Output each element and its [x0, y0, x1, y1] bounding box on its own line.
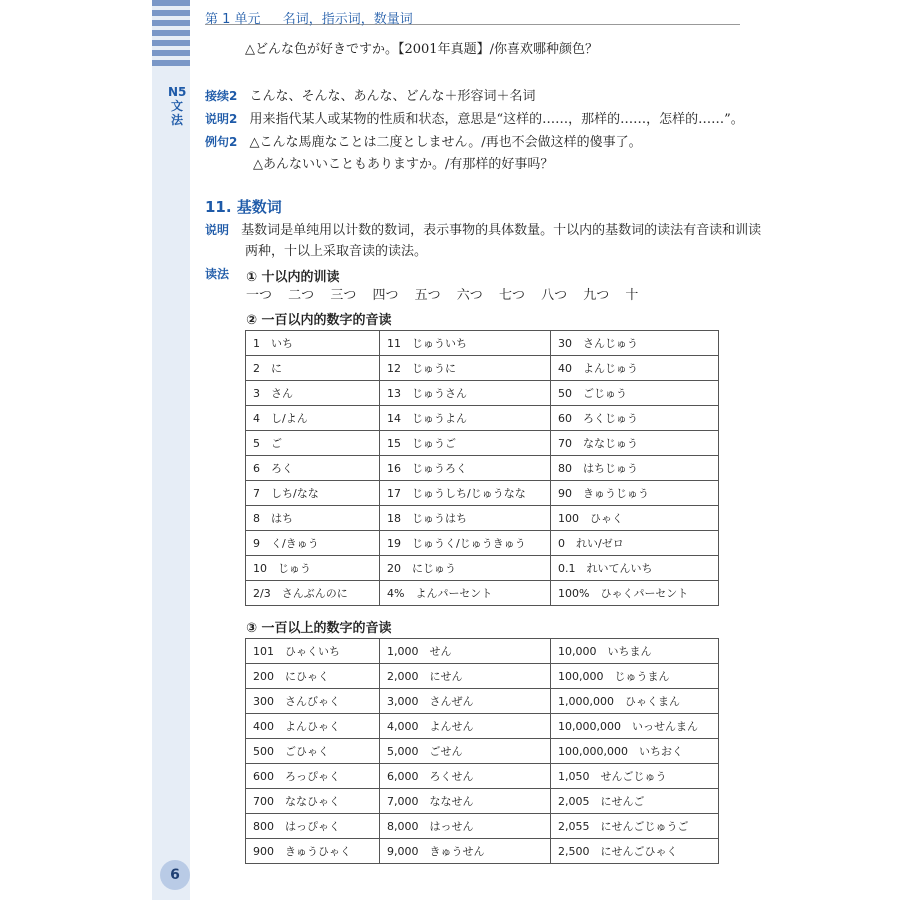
- table-cell: 1,050 せんごじゅう: [551, 764, 719, 789]
- table-cell: 11 じゅういち: [380, 331, 551, 356]
- table-cell: 400 よんひゃく: [246, 714, 380, 739]
- table-cell: 2,005 にせんご: [551, 789, 719, 814]
- table-cell: 8,000 はっせん: [380, 814, 551, 839]
- table-row: [246, 664, 719, 689]
- table-cell: 200 にひゃく: [246, 664, 380, 689]
- table-cell: 7 しち/なな: [246, 481, 380, 506]
- kun-item: 四つ: [372, 288, 399, 303]
- sub-title-under-100: ② 一百以内的数字的音读: [246, 313, 392, 328]
- table-cell: 16 じゅうろく: [380, 456, 551, 481]
- table-cell: 10 じゅう: [246, 556, 380, 581]
- table-cell: 700 ななひゃく: [246, 789, 380, 814]
- table-row: [246, 506, 719, 531]
- table-cell: 90 きゅうじゅう: [551, 481, 719, 506]
- kun-item: 三つ: [330, 288, 357, 303]
- kun-item: 八つ: [541, 288, 568, 303]
- kun-item: 六つ: [456, 288, 483, 303]
- table-row: [246, 381, 719, 406]
- section-explain-line1: [205, 222, 761, 239]
- table-cell: 40 よんじゅう: [551, 356, 719, 381]
- sub-title-over-100: ③ 一百以上的数字的音读: [246, 621, 392, 636]
- section-explain-tag: 说明: [205, 223, 230, 237]
- table-row: [246, 356, 719, 381]
- table-cell: 1,000 せん: [380, 639, 551, 664]
- table-row: [246, 839, 719, 864]
- table-cell: 3,000 さんぜん: [380, 689, 551, 714]
- table-cell: 7,000 ななせん: [380, 789, 551, 814]
- table-over-100: [245, 638, 719, 864]
- table-row: [246, 431, 719, 456]
- table-cell: 10,000 いちまん: [551, 639, 719, 664]
- table-cell: 100,000 じゅうまん: [551, 664, 719, 689]
- table-cell: 1,000,000 ひゃくまん: [551, 689, 719, 714]
- example2-line2: △あんないいこともありますか。/有那样的好事吗？: [253, 157, 554, 172]
- page-number: 6: [160, 860, 190, 890]
- table-cell: 500 ごひゃく: [246, 739, 380, 764]
- table-cell: 60 ろくじゅう: [551, 406, 719, 431]
- explain2-tag: 说明2: [205, 112, 238, 126]
- table-cell: 19 じゅうく/じゅうきゅう: [380, 531, 551, 556]
- kun-item: 五つ: [414, 288, 441, 303]
- table-cell: 4,000 よんせん: [380, 714, 551, 739]
- example2-tag: 例句2: [205, 135, 238, 149]
- section-title: 11. 基数词: [205, 198, 282, 216]
- table-cell: 101 ひゃくいち: [246, 639, 380, 664]
- example2-line1: [205, 134, 642, 151]
- decorative-stripes: [152, 0, 190, 70]
- table-cell: 0.1 れいてんいち: [551, 556, 719, 581]
- kun-item: 十: [625, 288, 639, 303]
- table-cell: 5,000 ごせん: [380, 739, 551, 764]
- table-cell: 2,500 にせんごひゃく: [551, 839, 719, 864]
- table-cell: 70 ななじゅう: [551, 431, 719, 456]
- table-row: [246, 789, 719, 814]
- kun-item: 一つ: [246, 288, 273, 303]
- table-cell: 900 きゅうひゃく: [246, 839, 380, 864]
- table-cell: 10,000,000 いっせんまん: [551, 714, 719, 739]
- sub-title-kun: ① 十以内的训读: [246, 270, 340, 285]
- connect2-text: こんな、そんな、あんな、どんな＋形容词＋名词: [249, 89, 536, 104]
- table-row: [246, 531, 719, 556]
- table-row: [246, 331, 719, 356]
- table-cell: 50 ごじゅう: [551, 381, 719, 406]
- table-row: [246, 481, 719, 506]
- table-cell: 2,055 にせんごじゅうご: [551, 814, 719, 839]
- header-title: 名词，指示词，数量词: [282, 12, 413, 27]
- table-cell: 30 さんじゅう: [551, 331, 719, 356]
- table-row: [246, 639, 719, 664]
- table-cell: 2,000 にせん: [380, 664, 551, 689]
- table-cell: 6 ろく: [246, 456, 380, 481]
- explain2-text: 用来指代某人或某物的性质和状态，意思是“这样的……，那样的……，怎样的……”。: [249, 112, 744, 127]
- table-cell: 5 ご: [246, 431, 380, 456]
- table-under-100: [245, 330, 719, 606]
- side-label: N5文法: [168, 85, 187, 127]
- table-row: [246, 739, 719, 764]
- table-cell: 100% ひゃくパーセント: [551, 581, 719, 606]
- table-row: [246, 406, 719, 431]
- table-row: [246, 814, 719, 839]
- table-cell: 9,000 きゅうせん: [380, 839, 551, 864]
- table-row: [246, 689, 719, 714]
- section-explain-text1: 基数词是单纯用以计数的数词，表示事物的具体数量。十以内的基数词的读法有音读和训读: [241, 223, 762, 238]
- table-cell: 6,000 ろくせん: [380, 764, 551, 789]
- kun-reading-row: [246, 284, 650, 303]
- example-top: △どんな色が好きですか。【2001年真题】/你喜欢哪种颜色？: [245, 42, 598, 57]
- kun-item: 二つ: [288, 288, 315, 303]
- table-cell: 0 れい/ゼロ: [551, 531, 719, 556]
- section-explain-line2: 两种，十以上采取音读的读法。: [245, 244, 428, 259]
- running-header: [205, 8, 740, 25]
- table-cell: 8 はち: [246, 506, 380, 531]
- table-cell: 12 じゅうに: [380, 356, 551, 381]
- table-cell: 9 く/きゅう: [246, 531, 380, 556]
- table-row: [246, 764, 719, 789]
- table-cell: 4% よんパーセント: [380, 581, 551, 606]
- table-cell: 3 さん: [246, 381, 380, 406]
- side-margin-strip: [152, 0, 190, 900]
- table-cell: 18 じゅうはち: [380, 506, 551, 531]
- table-cell: 4 し/よん: [246, 406, 380, 431]
- table-row: [246, 556, 719, 581]
- table-cell: 2 に: [246, 356, 380, 381]
- table-cell: 80 はちじゅう: [551, 456, 719, 481]
- table-cell: 2/3 さんぶんのに: [246, 581, 380, 606]
- table-cell: 17 じゅうしち/じゅうなな: [380, 481, 551, 506]
- example2-text1: △こんな馬鹿なことは二度としません。/再也不会做这样的傻事了。: [249, 135, 642, 150]
- table-cell: 100,000,000 いちおく: [551, 739, 719, 764]
- table-cell: 100 ひゃく: [551, 506, 719, 531]
- table-row: [246, 714, 719, 739]
- table-cell: 20 にじゅう: [380, 556, 551, 581]
- reading-tag: 读法: [205, 267, 230, 281]
- header-unit: 第 1 单元: [205, 12, 261, 27]
- table-cell: 14 じゅうよん: [380, 406, 551, 431]
- table-cell: 13 じゅうさん: [380, 381, 551, 406]
- table-row: [246, 456, 719, 481]
- table-cell: 300 さんびゃく: [246, 689, 380, 714]
- table-cell: 600 ろっぴゃく: [246, 764, 380, 789]
- connect2-line: [205, 88, 536, 105]
- table-row: [246, 581, 719, 606]
- table-cell: 800 はっぴゃく: [246, 814, 380, 839]
- reading-tag-line: [205, 266, 237, 283]
- table-cell: 15 じゅうご: [380, 431, 551, 456]
- table-cell: 1 いち: [246, 331, 380, 356]
- kun-item: 七つ: [498, 288, 525, 303]
- explain2-line: [205, 111, 744, 128]
- kun-item: 九つ: [583, 288, 610, 303]
- connect2-tag: 接续2: [205, 89, 238, 103]
